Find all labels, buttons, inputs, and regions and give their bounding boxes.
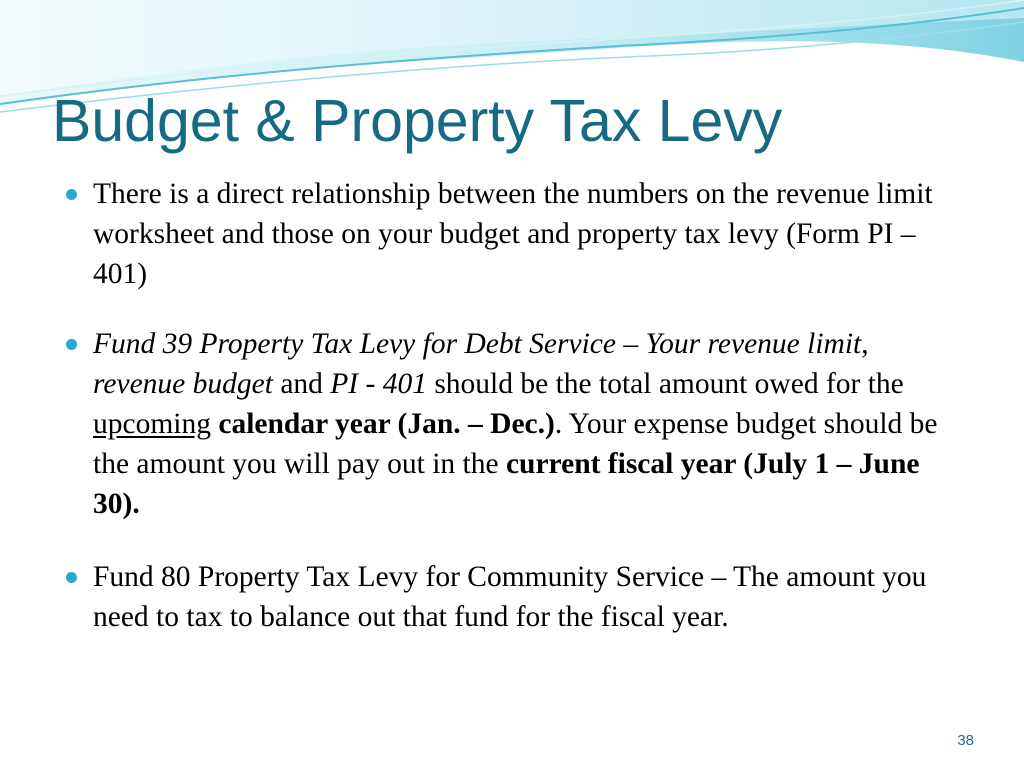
page-number: 38 [957,732,974,749]
bullet-dot-icon [66,189,77,200]
bullet-2-italic-revenue-budget: revenue budget [93,368,273,400]
bullet-dot-icon [66,339,77,350]
bullet-dot-icon [66,572,77,583]
bullet-item-2 [62,324,967,524]
bullet-2-text-b: . Your expense budget should be the amount you will pay out in the [93,408,938,480]
bullet-text-1: There is a direct relationship between the numbers on the revenue limit worksheet and those on your budget and property tax levy (Form PI – 401) [93,178,933,290]
bullet-2-bold-calendar-year: calendar year (Jan. – Dec.) [218,408,555,440]
bullet-2-italic-form: PI - 401 [330,368,427,400]
bullet-list [62,174,967,667]
bullet-item-3 [62,557,967,637]
bullet-2-italic-fund: Fund 39 Property Tax Levy for Debt Service – Your revenue limit [93,328,862,360]
bullet-text-3: Fund 80 Property Tax Levy for Community Service – The amount you need to tax to balance out that fund for the fiscal year. [93,561,927,633]
bullet-2-bold-fiscal-year: current fiscal year (July 1 – June 30). [93,448,920,520]
bullet-2-comma: , [861,328,869,360]
slide-title: Budget & Property Tax Levy [52,88,783,154]
bullet-2-and: and [272,368,331,400]
bullet-2-text-a: should be the total amount owed for the [426,368,904,400]
bullet-2-underlined-upcoming: upcoming [93,408,211,440]
bullet-item-1 [62,174,967,294]
